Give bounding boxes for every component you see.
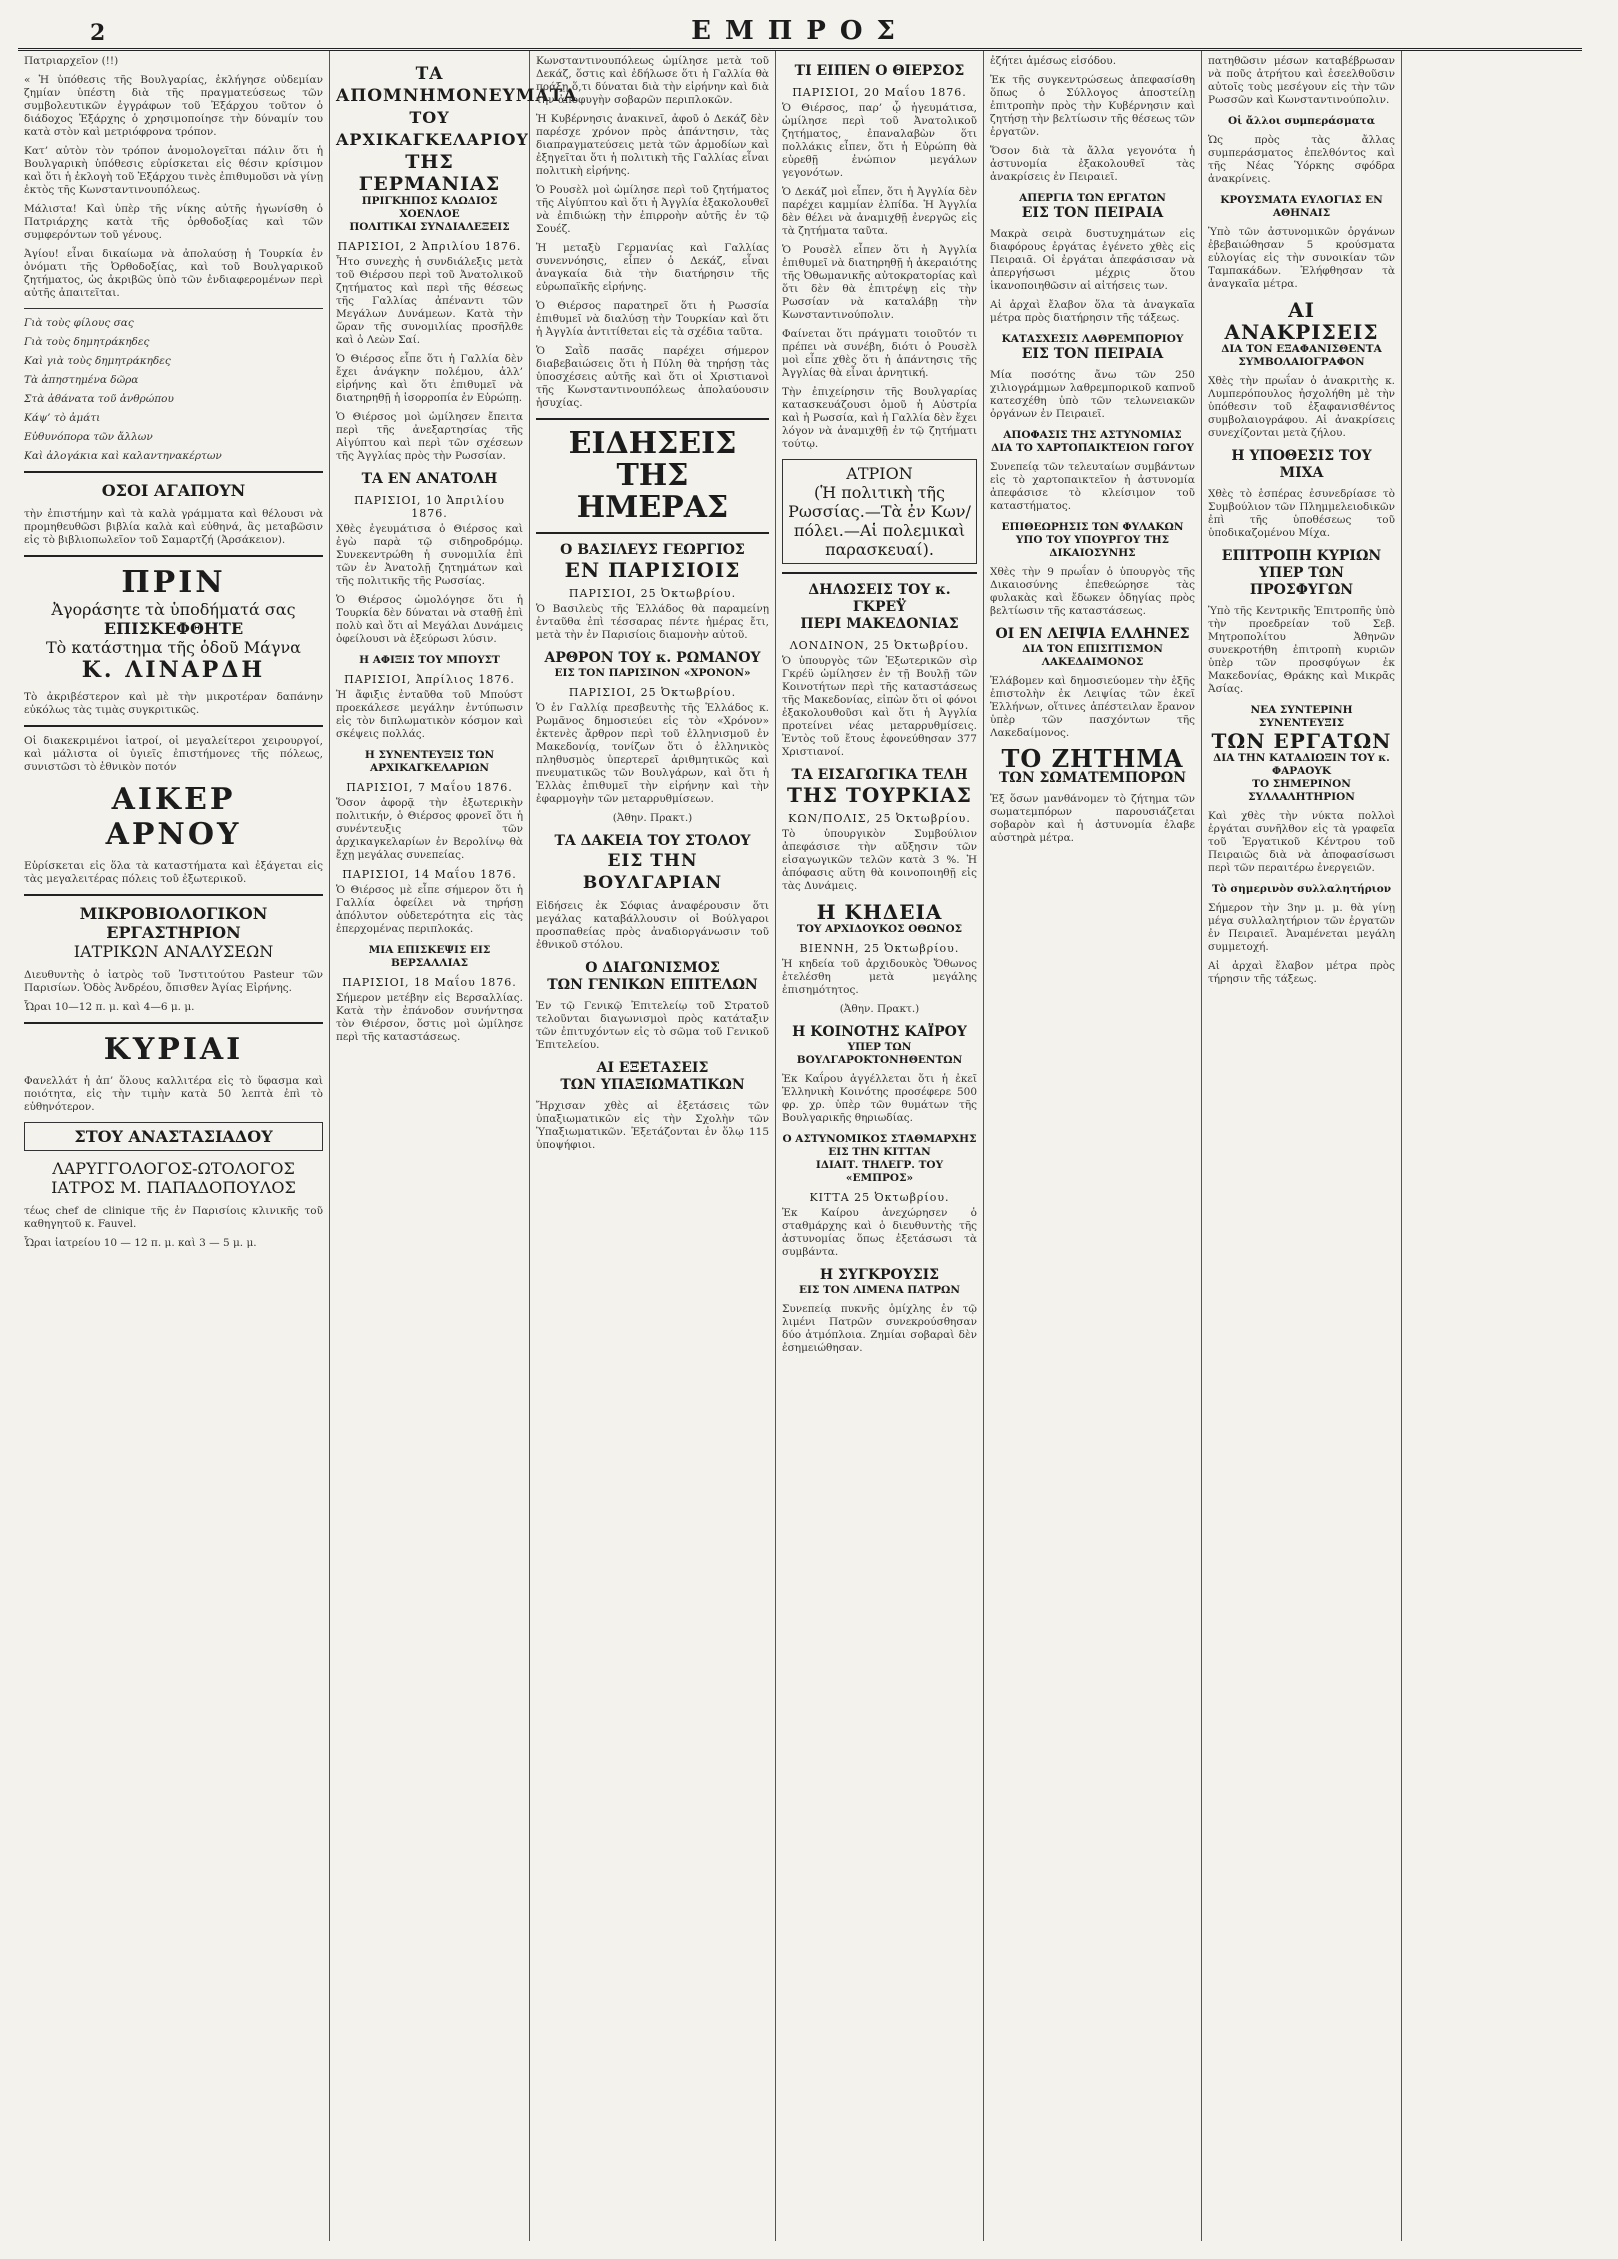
masthead: [18, 6, 1582, 51]
headline-cairo: Η ΚΟΙΝΟΤΗΣ ΚΑΪΡΟΥ ΥΠΕΡ ΤΩΝ ΒΟΥΛΓΑΡΟΚΤΟΝΗΘΕΝΤΩΝ: [792, 1024, 967, 1066]
ad-name: ΙΑΤΡΟΣ Μ. ΠΑΠΑΔΟΠΟΥΛΟΣ: [51, 1178, 296, 1197]
ad-line: Ἀγοράσητε τὰ ὑποδήματά σας: [51, 600, 296, 619]
paragraph: Ὁ Βασιλεὺς τῆς Ἑλλάδος θὰ παραμείνῃ ἐνταῦθα ἐπὶ τέσσαρας πέντε ἡμέρας ἔτι, μετὰ τὴν ἐν Παρισίοις διαμονὴν αὐτοῦ.: [536, 603, 769, 641]
columns-grid: [18, 51, 1582, 2241]
paragraph: Ὅσον ἀφορᾷ τὴν ἐξωτερικὴν πολιτικήν, ὁ Θιέρσος φρονεῖ ὅτι ἡ συνέντευξις τῶν ἀρχικαγκελαρίων ἐν Βερολίνῳ θὰ ἔχῃ μεγάλας συνεπείας.: [336, 797, 523, 861]
ad-title: ΛΑΡΥΓΓΟΛΟΓΟΣ-ΩΤΟΛΟΓΟΣ: [52, 1159, 295, 1178]
headline-fleet: ΤΑ ΔΑΚΕΙΑ ΤΟΥ ΣΤΟΛΟΥ ΕΙΣ ΤΗΝ ΒΟΥΛΓΑΡΙΑΝ: [554, 833, 751, 893]
headline-line: ΤΑ ΑΠΟΜΝΗΜΟΝΕΥΜΑΤΑ: [336, 64, 578, 106]
ad-subtitle: ΕΡΓΑΣΤΗΡΙΟΝ: [106, 923, 241, 942]
subhead: ΠΡΙΓΚΗΠΟΣ ΚΛΩΔΙΟΣ ΧΟΕΝΛΟΕ: [361, 195, 498, 220]
paragraph: Ἐν τῷ Γενικῷ Ἐπιτελείῳ τοῦ Στρατοῦ τελοῦνται διαγωνισμοὶ πρὸς κατάταξιν τῶν ἐπιτυχόντων εἰς τὸ σῶμα τοῦ Γενικοῦ Ἐπιτελείου.: [536, 1000, 769, 1051]
dateline: ΒΙΕΝΝΗ, 25 Ὀκτωβρίου.: [799, 942, 960, 955]
headline-grey: ΔΗΛΩΣΕΙΣ ΤΟΥ κ. ΓΚΡΕΫ ΠΕΡΙ ΜΑΚΕΔΟΝΙΑΣ: [800, 582, 959, 632]
headline-smuggling: ΚΑΤΑΣΧΕΣΙΣ ΛΑΘΡΕΜΠΟΡΙΟΥ ΕΙΣ ΤΟΝ ΠΕΙΡΑΙΑ: [1001, 333, 1184, 362]
paragraph: Ἡ Κυβέρνησις ἀνακινεῖ, ἀφοῦ ὁ Δεκάζ δὲν παρέσχε χρόνον πρὸς ἀπάντησιν, τὰς διαπραγματεύσεις μετὰ τῶν ἀρμοδίων καὶ ἐξηγεῖται ὅτι ἡ πολιτικὴ τῆς Γαλλίας εἶναι πολιτικὴ εἰρήνης.: [536, 113, 769, 177]
paragraph: Φαίνεται ὅτι πράγματι τοιοῦτόν τι πρέπει νὰ συνέβη, διότι ὁ Ρουσὲλ μοὶ εἶπε χθὲς ὅτι ἡ ἀπάντησις τῆς Ἀγγλίας θὰ εἶναι ἀρνητική.: [782, 328, 977, 379]
paragraph: Ἤρχισαν χθὲς αἱ ἐξετάσεις τῶν ὑπαξιωματικῶν εἰς τὴν Σχολὴν τῶν Ὑπαξιωματικῶν. Ἐξετάζονται ἐν ὅλῳ 115 ὑποψήφιοι.: [536, 1100, 769, 1151]
paragraph: « Ἡ ὑπόθεσις τῆς Βουλγαρίας, ἐκλήγησε οὐδεμίαν ζημίαν ὑπέστη διὰ τῆς πραγματεύσεως τῶν συμβολευτικῶν ἐγγράφων τοῦ Ἐξάρχου τοῦτον ὁ διάδοχος Ἐξάρχης ὁ χρησιμοποίησε τὴν δύναμίν του κατὰ στὸν καὶ μετριόφρονα τρόπον.: [24, 74, 323, 138]
paragraph: Συνεπείᾳ τῶν τελευταίων συμβάντων εἰς τὸ χαρτοπαικτεῖον ἡ ἀστυνομία ἀπεφάσισε τὸ κλείσιμον τοῦ καταστήματος.: [990, 461, 1195, 512]
ad-text: Οἱ διακεκριμένοι ἰατροί, οἱ μεγαλείτεροι χειρουργοί, καὶ μάλιστα οἱ ὑγιεῖς ἐπιστήμονες τῆς πόλεως, συνιστῶσι τὸ ἐθνικὸν ποτόν: [24, 735, 323, 773]
divider: [24, 555, 323, 557]
toast-line: Καὶ ἀλογάκια καὶ καλαντηνακέρτων: [24, 450, 222, 462]
column-5: [984, 51, 1202, 2241]
headline-contest: Ο ΔΙΑΓΩΝΙΣΜΟΣ ΤΩΝ ΓΕΝΙΚΩΝ ΕΠΙΤΕΛΩΝ: [547, 960, 758, 993]
ad-title: ΜΙΚΡΟΒΙΟΛΟΓΙΚΟΝ: [79, 904, 268, 923]
dateline: ΠΑΡΙΣΙΟΙ, 2 Ἀπριλίου 1876.: [337, 240, 522, 253]
intro: Πατριαρχεῖον (!!): [24, 55, 119, 67]
paragraph: Ἐξ ὅσων μανθάνομεν τὸ ζήτημα τῶν σωματεμπόρων παρουσιάζεται σοβαρὸν καὶ ἡ ἀστυνομία ἐλαβε αὐστηρὰ μέτρα.: [990, 793, 1195, 844]
dateline: ΠΑΡΙΣΙΟΙ, 7 Μαΐου 1876.: [346, 781, 513, 794]
paragraph: Χθὲς ἐγευμάτισα ὁ Θιέρσος καὶ ἐγὼ παρὰ τῷ σιδηροδρόμῳ. Συνεκεντρώθη ἡ συνομιλία ἐπὶ τῶν ἐν Ἀνατολῇ ζητημάτων καὶ τῆς πολιτικῆς τῆς Ρωσσίας.: [336, 523, 523, 587]
paragraph: Ἀγίου! εἶναι δικαίωμα νὰ ἀπολαύσῃ ἡ Τουρκία ἐν ὀνόματι τῆς Ὀρθοδοξίας, καὶ τοῦ Βουλγαρικοῦ ζητήματος, ὡς ἀκριβῶς ὑπὸ τῶν ἐνδιαφερομένων περὶ αὐτῆς ἀπαιτεῖται.: [24, 248, 323, 299]
column-7: [1402, 51, 1618, 2241]
headline-romanos: ΑΡΘΡΟΝ ΤΟΥ κ. ΡΩΜΑΝΟΥ ΕΙΣ ΤΟΝ ΠΑΡΙΣΙΝΟΝ «ΧΡΟΝΟΝ»: [544, 650, 761, 679]
headline-memoirs: [336, 63, 578, 234]
toast-line: Τὰ ἀπηστημένα δῶρα: [24, 374, 139, 386]
paragraph: Ἐκ Καΐρου ἀγγέλλεται ὅτι ἡ ἐκεῖ Ἑλληνικὴ Κοινότης προσέφερε 500 φρ. χρ. ὑπὲρ τῶν θυμάτων τῆς Βουλγαρικῆς θηριωδίας.: [782, 1073, 977, 1124]
ad-title: ΟΣΟΙ ΑΓΑΠΟΥΝ: [101, 481, 246, 500]
dateline: ΠΑΡΙΣΙΟΙ, 20 Μαΐου 1876.: [792, 86, 967, 99]
toast-line: Γιὰ τοὺς δημητράκηδες: [24, 336, 150, 348]
paragraph: Εἰδήσεις ἐκ Σόφιας ἀναφέρουσιν ὅτι μεγάλας καταβάλλουσιν οἱ Βούλγαροι προσπαθείας πρὸς ἀναδιοργάνωσιν τοῦ ἐθνικοῦ στόλου.: [536, 900, 769, 951]
ad-hours: Ὧραι 10—12 π. μ. καὶ 4—6 μ. μ.: [24, 1001, 195, 1013]
paragraph: Κατ’ αὐτὸν τὸν τρόπον ἀνομολογεῖται πάλιν ὅτι ἡ Βουλγαρικὴ ὑπόθεσις εὑρίσκεται εἰς θέσιν κρίσιμον καὶ ὅτι ἡ ἐκλογὴ τοῦ Ἐξάρχου τινὲς ἐπιθυμοῦσι νὰ γίνῃ ἐκτὸς τῆς Κωνσταντινουπόλεως.: [24, 145, 323, 196]
paragraph: Τὸ ὑπουργικὸν Συμβούλιον ἀπεφάσισε τὴν αὔξησιν τῶν εἰσαγωγικῶν τελῶν κατὰ 3 %. Ἡ ἀπόφασις αὕτη θὰ κοινοποιηθῇ εἰς τὰς Δυνάμεις.: [782, 828, 977, 892]
ad-hours: Ὧραι ἰατρείου 10 — 12 π. μ. καὶ 3 — 5 μ. μ.: [24, 1237, 257, 1249]
paragraph: Ἐκ τῆς συγκεντρώσεως ἀπεφασίσθη ὅπως ὁ Σύλλογος ἀποστείλῃ ἐπιτροπὴν πρὸς τὴν Κυβέρνησιν καὶ ζητήσῃ τὴν βελτίωσιν τῆς θέσεως τῶν ἐργατῶν.: [990, 74, 1195, 138]
divider: [24, 1022, 323, 1024]
paragraph: Ἡ μεταξὺ Γερμανίας καὶ Γαλλίας συνεννόησις, εἶπεν ὁ Δεκάζ, εἶναι ἀναγκαία διὰ τὴν διατήρησιν τῆς εὐρωπαϊκῆς εἰρήνης.: [536, 242, 769, 293]
paragraph: πατηθῶσιν μέσων καταβέβρωσαν νὰ ποῦς ἀτρήτου καὶ ἐσεελθοῦσιν αὐτοῖς τοὺς μεσέγουν εἰς τὴν τῶν Ρωσσῶν καὶ Κωνσταντινούπολιν.: [1208, 55, 1395, 106]
page-number: 2: [90, 20, 106, 46]
headline-strike: ΑΠΕΡΓΙΑ ΤΩΝ ΕΡΓΑΤΩΝ ΕΙΣ ΤΟΝ ΠΕΙΡΑΙΑ: [1019, 192, 1166, 221]
paragraph: Μία ποσότης ἄνω τῶν 250 χιλιογράμμων λαθρεμπορικοῦ καπνοῦ κατεσχέθη ὑπὸ τῶν τελωνειακῶν ὀργάνων ἐν Πειραιεῖ.: [990, 369, 1195, 420]
headline-exams: ΑΙ ΕΞΕΤΑΣΕΙΣ ΤΩΝ ΥΠΑΞΙΩΜΑΤΙΚΩΝ: [560, 1060, 745, 1093]
dateline: ΛΟΝΔΙΝΟΝ, 25 Ὀκτωβρίου.: [789, 639, 970, 652]
headline-collision: Η ΣΥΓΚΡΟΥΣΙΣ ΕΙΣ ΤΟΝ ΛΙΜΕΝΑ ΠΑΤΡΩΝ: [798, 1267, 960, 1296]
source: (Ἀθην. Πρακτ.): [612, 812, 693, 824]
headline-smallpox: ΚΡΟΥΣΜΑΤΑ ΕΥΛΟΓΙΑΣ ΕΝ ΑΘΗΝΑΙΣ: [1220, 194, 1383, 219]
headline-kitta: Ο ΑΣΤΥΝΟΜΙΚΟΣ ΣΤΑΘΜΑΡΧΗΣ ΕΙΣ ΤΗΝ ΚΙΤΤΑΝ ΙΔΙΑΙΤ. ΤΗΛΕΓΡ. ΤΟΥ «ΕΜΠΡΟΣ»: [782, 1133, 977, 1184]
paragraph: Ὁ Θιέρσος παρατηρεῖ ὅτι ἡ Ρωσσία ἐπιθυμεῖ νὰ διαλύσῃ τὴν Τουρκίαν καὶ ὅτι ἡ Ἀγγλία ἀντιτίθεται εἰς τὰ σχέδια ταῦτα.: [536, 300, 769, 338]
section-heading: ΤΑ ΕΝ ΑΝΑΤΟΛΗ: [361, 471, 498, 487]
headline-committee: ΕΠΙΤΡΟΠΗ ΚΥΡΙΩΝ ΥΠΕΡ ΤΩΝ ΠΡΟΣΦΥΓΩΝ: [1221, 548, 1382, 598]
subhead: ΠΟΛΙΤΙΚΑΙ ΣΥΝΔΙΑΛΕΞΕΙΣ: [349, 221, 510, 233]
ad-line: Κ. ΛΙΝΑΡΔΗ: [81, 657, 266, 683]
headline-line: ΤΗΣ ΓΕΡΜΑΝΙΑΣ: [358, 151, 501, 195]
ad-anastasiadou: [24, 1122, 323, 1151]
dateline: ΠΑΡΙΣΙΟΙ, Ἀπρίλιος 1876.: [344, 673, 515, 686]
paragraph: Ὁ Θιέρσος, παρ’ ᾧ ἠγευμάτισα, ὡμίλησε περὶ τοῦ Ἀνατολικοῦ ζητήματος, ἐπαναλαβὼν ὅτι πολλάκις εἶπεν, ὅτι ἡ Εὐρώπη θὰ εὑρεθῇ ἐνώπιον μεγάλων γεγονότων.: [782, 102, 977, 179]
headline-issue: ΤΟ ΖΗΤΗΜΑ ΤΩΝ ΣΩΜΑΤΕΜΠΟΡΩΝ: [998, 744, 1187, 786]
paragraph: Ὁ Δεκάζ μοὶ εἶπεν, ὅτι ἡ Ἀγγλία δὲν παρέχει καμμίαν ἐλπίδα. Ἡ Ἀγγλία δὲν θέλει νὰ ἀναμιχθῇ ἐνεργῶς εἰς τὰ ζητήματα ταῦτα.: [782, 186, 977, 237]
headline-workers: ΝΕΑ ΣΥΝΤΕΡΙΝΗ ΣΥΝΕΝΤΕΥΞΙΣ ΤΩΝ ΕΡΓΑΤΩΝ ΔΙΑ ΤΗΝ ΚΑΤΑΔΙΩΞΙΝ ΤΟΥ κ. ΦΑΡΑΟΥΚ ΤΟ ΣΗΜΕΡΙΝΟΝ ΣΥΛΛΑΛΗΤΗΡΙΟΝ: [1211, 704, 1392, 803]
paragraph: Αἱ ἀρχαὶ ἔλαβον μέτρα πρὸς τήρησιν τῆς τάξεως.: [1208, 960, 1395, 985]
column-2: [330, 51, 578, 2241]
headline-line: ΤΟΥ ΑΡΧΙΚΑΓΚΕΛΑΡΙΟΥ: [336, 108, 529, 149]
ad-line: ΕΠΙΣΚΕΦΘΗΤΕ: [103, 619, 244, 638]
dateline: ΠΑΡΙΣΙΟΙ, 10 Ἀπριλίου 1876.: [354, 494, 505, 520]
newspaper-title: ΕΜΠΡΟΣ: [691, 16, 909, 46]
paragraph: Σήμερον μετέβην εἰς Βερσαλλίας. Κατὰ τὴν ἐπάνοδον συνήντησα τὸν Θιέρσον, ὅστις μοὶ ὡμίλησε περὶ τῆς καταστάσεως.: [336, 992, 523, 1043]
toast-line: Στὰ ἀθάνατα τοῦ ἀνθρώπου: [24, 393, 174, 405]
paragraph: Ὁ Σαῒδ πασᾶς παρέχει σήμερον διαβεβαιώσεις ὅτι ἡ Πύλη θὰ τηρήσῃ τὰς ὑποσχέσεις αὐτῆς καὶ ὅτι οἱ Χριστιανοὶ τῆς Κωνσταντινουπόλεως ἀπολαύουσιν ἡσυχίας.: [536, 345, 769, 409]
ad-title: ΑΡΝΟΥ: [105, 817, 242, 852]
paragraph: Συνεπείᾳ πυκνῆς ὁμίχλης ἐν τῷ λιμένι Πατρῶν συνεκρούσθησαν δύο ἀτμόπλοια. Ζημίαι σοβαραὶ δὲν ἐσημειώθησαν.: [782, 1303, 977, 1354]
dateline: ΠΑΡΙΣΙΟΙ, 18 Μαΐου 1876.: [342, 976, 517, 989]
paragraph: Ἡ ἄφιξις ἐνταῦθα τοῦ Μπούστ προεκάλεσε μεγάλην ἐντύπωσιν εἰς τὸν διπλωματικὸν κόσμον καὶ σκέψεις πολλάς.: [336, 689, 523, 740]
tomorrow-box: ΑΤΡΙΟΝ (Ἡ πολιτικὴ τῆς Ρωσσίας.—Τὰ ἐν Κων/πόλει.—Αἱ πολεμικαὶ παρασκευαί).: [782, 459, 977, 564]
ad-title: ΣΤΟΥ ΑΝΑΣΤΑΣΙΑΔΟΥ: [74, 1127, 273, 1146]
ad-title: ΠΡΙΝ: [121, 565, 226, 600]
dateline: ΠΑΡΙΣΙΟΙ, 14 Μαΐου 1876.: [342, 868, 517, 881]
ad-subtitle: ΙΑΤΡΙΚΩΝ ΑΝΑΛΥΣΕΩΝ: [73, 942, 274, 961]
paragraph: Χθὲς τὴν 9 πρωΐαν ὁ ὑπουργὸς τῆς Δικαιοσύνης ἐπεθεώρησε τὰς φυλακὰς καὶ ἔδωκεν ὁδηγίας πρὸς βελτίωσιν τῆς καταστάσεως.: [990, 566, 1195, 617]
toast-line: Κάψ’ τὸ ἀμάτι: [24, 412, 101, 424]
headline-funeral: Η ΚΗΔΕΙΑ ΤΟΥ ΑΡΧΙΔΟΥΚΟΣ ΟΘΩΝΟΣ: [796, 900, 963, 935]
source: (Ἀθην. Πρακτ.): [839, 1003, 920, 1015]
paragraph: Ὁ Θιέρσος εἶπε ὅτι ἡ Γαλλία δὲν ἔχει ἀνάγκην πολέμου, ἀλλ’ εἰρήνης καὶ ὅτι ἐπιθυμεῖ νὰ διατηρηθῇ ἡ ἰσορροπία ἐν Εὐρώπῃ.: [336, 353, 523, 404]
section-heading: Η ΑΦΙΞΙΣ ΤΟΥ ΜΠΟΥΣΤ: [359, 654, 500, 666]
headline-turkey: ΤΑ ΕΙΣΑΓΩΓΙΚΑ ΤΕΛΗ ΤΗΣ ΤΟΥΡΚΙΑΣ: [787, 767, 972, 807]
dateline: ΠΑΡΙΣΙΟΙ, 25 Ὀκτωβρίου.: [568, 587, 737, 600]
paragraph: Ἦτο συνεχὴς ἡ συνδιάλεξις μετὰ τοῦ Θιέρσου περὶ τοῦ Ἀνατολικοῦ ζητήματος καὶ περὶ τῆς θέσεως τῆς Γαλλίας ἀπέναντι τῶν Μεγάλων Δυνάμεων. Κατὰ τὴν ὥραν τῆς συνομιλίας προσῆλθε καὶ ὁ Λεὼν Σαί.: [336, 256, 523, 346]
headline-thiers: ΤΙ ΕΙΠΕΝ Ο ΘΙΕΡΣΟΣ: [794, 63, 965, 79]
divider: [24, 894, 323, 896]
paragraph: Ὁ Ρουσὲλ εἶπεν ὅτι ἡ Ἀγγλία ἐπιθυμεῖ νὰ διατηρηθῇ ἡ ἀκεραιότης τῆς Ὀθωμανικῆς αὐτοκρατορίας καὶ ὅτι δὲν θὰ ἐπιτρέψῃ εἰς τὴν Ρωσσίαν νὰ καταλάβῃ τὴν Κωνσταντινούπολιν.: [782, 244, 977, 321]
paragraph: Χθὲς τὸ ἑσπέρας ἐσυνεδρίασε τὸ Συμβούλιον τῶν Πλημμελειοδικῶν ἐπὶ τῆς ὑποθέσεως τοῦ ὑποδικαζομένου Μίχα.: [1208, 488, 1395, 539]
dateline: ΚΩΝ/ΠΟΛΙΣ, 25 Ὀκτωβρίου.: [788, 812, 971, 825]
headline-micha: Η ΥΠΟΘΕΣΙΣ ΤΟΥ ΜΙΧΑ: [1231, 448, 1372, 481]
column-1: [18, 51, 330, 2241]
paragraph: Ἐκ Καίρου ἀνεχώρησεν ὁ σταθμάρχης καὶ ὁ διευθυντὴς τῆς ἀστυνομίας ὅπως ἐξετάσωσι τὰ συμβάντα.: [782, 1207, 977, 1258]
headline-police-decision: ΑΠΟΦΑΣΙΣ ΤΗΣ ΑΣΤΥΝΟΜΙΑΣ ΔΙΑ ΤΟ ΧΑΡΤΟΠΑΙΚΤΕΙΟΝ ΓΩΓΟΥ: [991, 429, 1194, 454]
ad-doctor: [24, 1159, 323, 1197]
divider: [782, 572, 977, 574]
paragraph: Αἱ ἀρχαὶ ἔλαβον ὅλα τὰ ἀναγκαῖα μέτρα πρὸς διατήρησιν τῆς τάξεως.: [990, 299, 1195, 324]
ad-title: ΑΙΚΕΡ: [111, 782, 236, 817]
dateline: ΚΙΤΤΑ 25 Ὀκτωβρίου.: [809, 1191, 950, 1204]
paragraph: Κωνσταντινουπόλεως ὡμίλησε μετὰ τοῦ Δεκάζ, ὅστις καὶ ἐδήλωσε ὅτι ἡ Γαλλία θὰ πράξῃ ὅ,τι δύναται διὰ τὴν εἰρήνην καὶ διὰ τὴν ἀποφυγὴν σοβαρῶν περιπλοκῶν.: [536, 55, 769, 106]
section-heading: ΜΙΑ ΕΠΙΣΚΕΨΙΣ ΕΙΣ ΒΕΡΣΑΛΛΙΑΣ: [368, 944, 491, 969]
paragraph: Ὁ Θιέρσος μοὶ ὡμίλησεν ἔπειτα περὶ τῆς ἀνεξαρτησίας τῆς Αἰγύπτου καὶ περὶ τῶν σχέσεων τῆς Ἀγγλίας πρὸς τὴν Ρωσσίαν.: [336, 411, 523, 462]
column-4: [776, 51, 984, 2241]
ad-text: τέως chef de clinique τῆς ἐν Παρισίοις κλινικῆς τοῦ καθηγητοῦ κ. Fauvel.: [24, 1205, 323, 1230]
paragraph: Σήμερον τὴν 3ην μ. μ. θὰ γίνῃ μέγα συλλαλητήριον τῶν ἐργατῶν ἐν Πειραιεῖ. Ἀναμένεται μεγάλη συμμετοχή.: [1208, 902, 1395, 953]
paragraph: Ὁ ἐν Γαλλίᾳ πρεσβευτὴς τῆς Ἑλλάδος κ. Ρωμᾶνος δημοσιεύει εἰς τὸν «Χρόνον» ἐκτενὲς ἄρθρον περὶ τοῦ ἑλληνισμοῦ ἐν Μακεδονίᾳ, τονίζων ὅτι ὁ ἑλληνικὸς πληθυσμὸς ὑπερτερεῖ ἀριθμητικῶς καὶ πνευματικῶς τῶν Βουλγάρων, καὶ ὅτι ἡ Ἑλλὰς ἐπιθυμεῖ τὴν εἰρήνην καὶ τὴν ἐφαρμογὴν τῶν μεταρρυθμίσεων.: [536, 702, 769, 805]
ad-text: Τὸ ἀκριβέστερον καὶ μὲ τὴν μικροτέραν δαπάνην εὐκόλως τὰς τιμὰς συγκριτικῶς.: [24, 691, 323, 716]
toast-line: Καὶ γιὰ τοὺς δημητράκηδες: [24, 355, 171, 367]
paragraph: Ὑπὸ τῆς Κεντρικῆς Ἐπιτροπῆς ὑπὸ τὴν προεδρείαν τοῦ Σεβ. Μητροπολίτου Ἀθηνῶν συνεκροτήθη ἐπιτροπὴ κυριῶν ὑπὲρ τῶν προσφύγων ἐκ Μακεδονίας, Θράκης καὶ Μικρᾶς Ἀσίας.: [1208, 605, 1395, 695]
divider: [536, 532, 769, 534]
headline-king: Ο ΒΑΣΙΛΕΥΣ ΓΕΩΡΓΙΟΣ ΕΝ ΠΑΡΙΣΙΟΙΣ: [560, 542, 745, 582]
column-6: [1202, 51, 1402, 2241]
ad-text: Διευθυντὴς ὁ ἰατρὸς τοῦ Ἰνστιτούτου Pasteur τῶν Παρισίων. Ὁδὸς Ἀνδρέου, ὄπισθεν Ἀγίας Εἰρήνης.: [24, 969, 323, 994]
ad-drink: [24, 782, 323, 852]
paragraph: Καὶ χθὲς τὴν νύκτα πολλοὶ ἐργάται συνῆλθον εἰς τὰ γραφεῖα τοῦ Ἐργατικοῦ Κέντρου τοῦ Πειραιῶς διὰ νὰ ἀποφασίσωσι περὶ τῶν περαιτέρω ἐνεργειῶν.: [1208, 810, 1395, 874]
paragraph: Χθὲς τὴν πρωΐαν ὁ ἀνακριτὴς κ. Λυμπερόπουλος ἠσχολήθη μὲ τὴν ὑπόθεσιν τοῦ ἐξαφανισθέντος συμβολαιογράφου. Αἱ ἀνακρίσεις συνεχίζονται μετὰ ζήλου.: [1208, 375, 1395, 439]
paragraph: Ἡ κηδεία τοῦ ἀρχιδουκὸς Ὄθωνος ἐτελέσθη μετὰ μεγάλης ἐπισημότητος.: [782, 958, 977, 996]
paragraph: Ὅσον διὰ τὰ ἄλλα γεγονότα ἡ ἀστυνομία ἐξακολουθεῖ τὰς ἀνακρίσεις ἐν Πειραιεῖ.: [990, 145, 1195, 183]
ad-books: [24, 481, 323, 500]
paragraph: Μακρὰ σειρὰ δυστυχημάτων εἰς διαφόρους ἐργάτας ἐγένετο χθὲς εἰς Πειραιᾶ. Οἱ ἐργάται ἀπεφάσισαν νὰ ἀπεργήσωσι μέχρις ὅτου ἱκανοποιηθῶσιν αἱ αἰτήσεις των.: [990, 228, 1195, 292]
divider: [24, 308, 323, 309]
paragraph: Ἐλάβομεν καὶ δημοσιεύομεν τὴν ἑξῆς ἐπιστολὴν ἐκ Λειψίας τῶν ἐκεῖ Ἑλλήνων, οἵτινες ἀπέστειλαν ἔρανον ὑπὲρ τῶν πασχόντων τῆς Λακεδαίμονος.: [990, 675, 1195, 739]
headline-prisons: ΕΠΙΘΕΩΡΗΣΙΣ ΤΩΝ ΦΥΛΑΚΩΝ ΥΠΟ ΤΟΥ ΥΠΟΥΡΓΟΥ ΤΗΣ ΔΙΚΑΙΟΣΥΝΗΣ: [1001, 521, 1184, 559]
ad-text: Εὑρίσκεται εἰς ὅλα τὰ καταστήματα καὶ ἐξάγεται εἰς τὰς μεγαλειτέρας πόλεις τοῦ ἐξωτερικοῦ.: [24, 860, 323, 885]
ad-ladies: [24, 1032, 323, 1067]
ad-text: Φανελλάτ ἡ ἀπ’ ὅλους καλλιτέρα εἰς τὸ ὕφασμα καὶ ποιότητα, εἰς τὴν τιμὴν κατὰ 50 λεπτὰ ἐπὶ τὸ εὐθηνότερον.: [24, 1075, 323, 1113]
ad-shoes: [24, 565, 323, 683]
paragraph: ἐζήτει ἀμέσως εἰσόδου.: [990, 55, 1117, 67]
paragraph: Ὁ ὑπουργὸς τῶν Ἐξωτερικῶν σὶρ Γκρέϋ ὡμίλησεν ἐν τῇ Βουλῇ τῶν Κοινοτήτων περὶ τῆς καταστάσεως τῆς Μακεδονίας, εἰπὼν ὅτι οἱ φόνοι ἐξακολουθοῦσι καὶ ὅτι ἡ Ἀγγλία προτείνει νέας μεταρρυθμίσεις. Ἐντὸς τοῦ ἔτους ἐφονεύθησαν 377 Χριστιανοί.: [782, 655, 977, 758]
headline-leipzig: ΟΙ ΕΝ ΛΕΙΨΙΑ ΕΛΛΗΝΕΣ ΔΙΑ ΤΟΝ ΕΠΙΣΙΤΙΣΜΟΝ ΛΑΚΕΔΑΙΜΟΝΟΣ: [995, 626, 1190, 668]
headline-investigations: ΑΙ ΑΝΑΚΡΙΣΕΙΣ ΔΙΑ ΤΟΝ ΕΞΑΦΑΝΙΣΘΕΝΤΑ ΣΥΜΒΟΛΑΙΟΓΡΑΦΟΝ: [1221, 298, 1382, 368]
paragraph: Ὑπὸ τῶν ἀστυνομικῶν ὀργάνων ἐβεβαιώθησαν 5 κρούσματα εὐλογίας εἰς τὴν συνοικίαν τῶν Ταμπακάδων. Ἐλήφθησαν τὰ ἀναγκαῖα μέτρα.: [1208, 226, 1395, 290]
toast-line: Εὐθυνόπορα τῶν ἄλλων: [24, 431, 153, 443]
small-heading: Τὸ σημερινὸν συλλαλητήριον: [1211, 883, 1392, 895]
headline-news-of-the-day: ΕΙΔΗΣΕΙΣ ΤΗΣ ΗΜΕΡΑΣ: [568, 426, 737, 525]
small-heading: Οἱ ἄλλοι συμπεράσματα: [1228, 115, 1375, 127]
paragraph: Τὴν ἐπιχείρησιν τῆς Βουλγαρίας κατασκευάζουσι ὁμοῦ ἡ Αὐστρία καὶ ἡ Ρωσσία, καὶ ἡ Γαλλία δὲν ἔχει λόγον νὰ ἀναμιχθῇ ἐν τῷ ζητήματι τούτῳ.: [782, 386, 977, 450]
toast-line: Γιὰ τοὺς φίλους σας: [24, 317, 134, 329]
paragraph: Ὡς πρὸς τὰς ἄλλας συμπεράσματος ἐπελθόντος καὶ τῆς Νέας Ὑόρκης σφόδρα ἀνακρίνεις.: [1208, 134, 1395, 185]
ad-text: τὴν ἐπιστήμην καὶ τὰ καλὰ γράμματα καὶ θέλουσι νὰ προμηθευθῶσι βιβλία καλὰ καὶ εὐθηνά, ἂς μεταβῶσιν εἰς τὸ βιβλιοπωλεῖον τοῦ Σαμαρτζή (Ἀρσάκειον).: [24, 508, 323, 546]
paragraph: Ὁ Θιέρσος ὡμολόγησε ὅτι ἡ Τουρκία δὲν δύναται νὰ σταθῇ ἐπὶ πολὺ καὶ ὅτι αἱ Μεγάλαι Δυνάμεις ὀφείλουσι νὰ ἐξεύρωσι λύσιν.: [336, 594, 523, 645]
ad-line: Τὸ κατάστημα τῆς ὁδοῦ Μάγνα: [46, 638, 301, 657]
paragraph: Ὁ Θιέρσος μὲ εἶπε σήμερον ὅτι ἡ Γαλλία ὀφείλει νὰ τηρήσῃ ἀπόλυτον οὐδετερότητα εἰς τὰς ἐπερχομένας περιπλοκάς.: [336, 884, 523, 935]
paragraph: Ὁ Ρουσὲλ μοὶ ὡμίλησε περὶ τοῦ ζητήματος τῆς Αἰγύπτου καὶ ὅτι ἡ Ἀγγλία ἐξακολουθεῖ νὰ ἐπιδιώκῃ τὴν ἐπιρροὴν αὐτῆς ἐν τῷ Σουέζ.: [536, 184, 769, 235]
dateline: ΠΑΡΙΣΙΟΙ, 25 Ὀκτωβρίου.: [568, 686, 737, 699]
ad-lab: [24, 904, 323, 961]
column-3: [530, 51, 776, 2241]
paragraph: Μάλιστα! Καὶ ὑπὲρ τῆς νίκης αὐτῆς ἠγωνίσθη ὁ Πατριάρχης κατὰ τῆς ὀρθοδοξίας καὶ τῶν συμφερόντων τοῦ γένους.: [24, 203, 323, 241]
section-heading: Η ΣΥΝΕΝΤΕΥΞΙΣ ΤΩΝ ΑΡΧΙΚΑΓΚΕΛΑΡΙΩΝ: [364, 749, 495, 774]
ad-title: ΚΥΡΙΑΙ: [103, 1032, 244, 1067]
divider: [536, 418, 769, 420]
divider: [24, 725, 323, 727]
divider: [24, 471, 323, 473]
